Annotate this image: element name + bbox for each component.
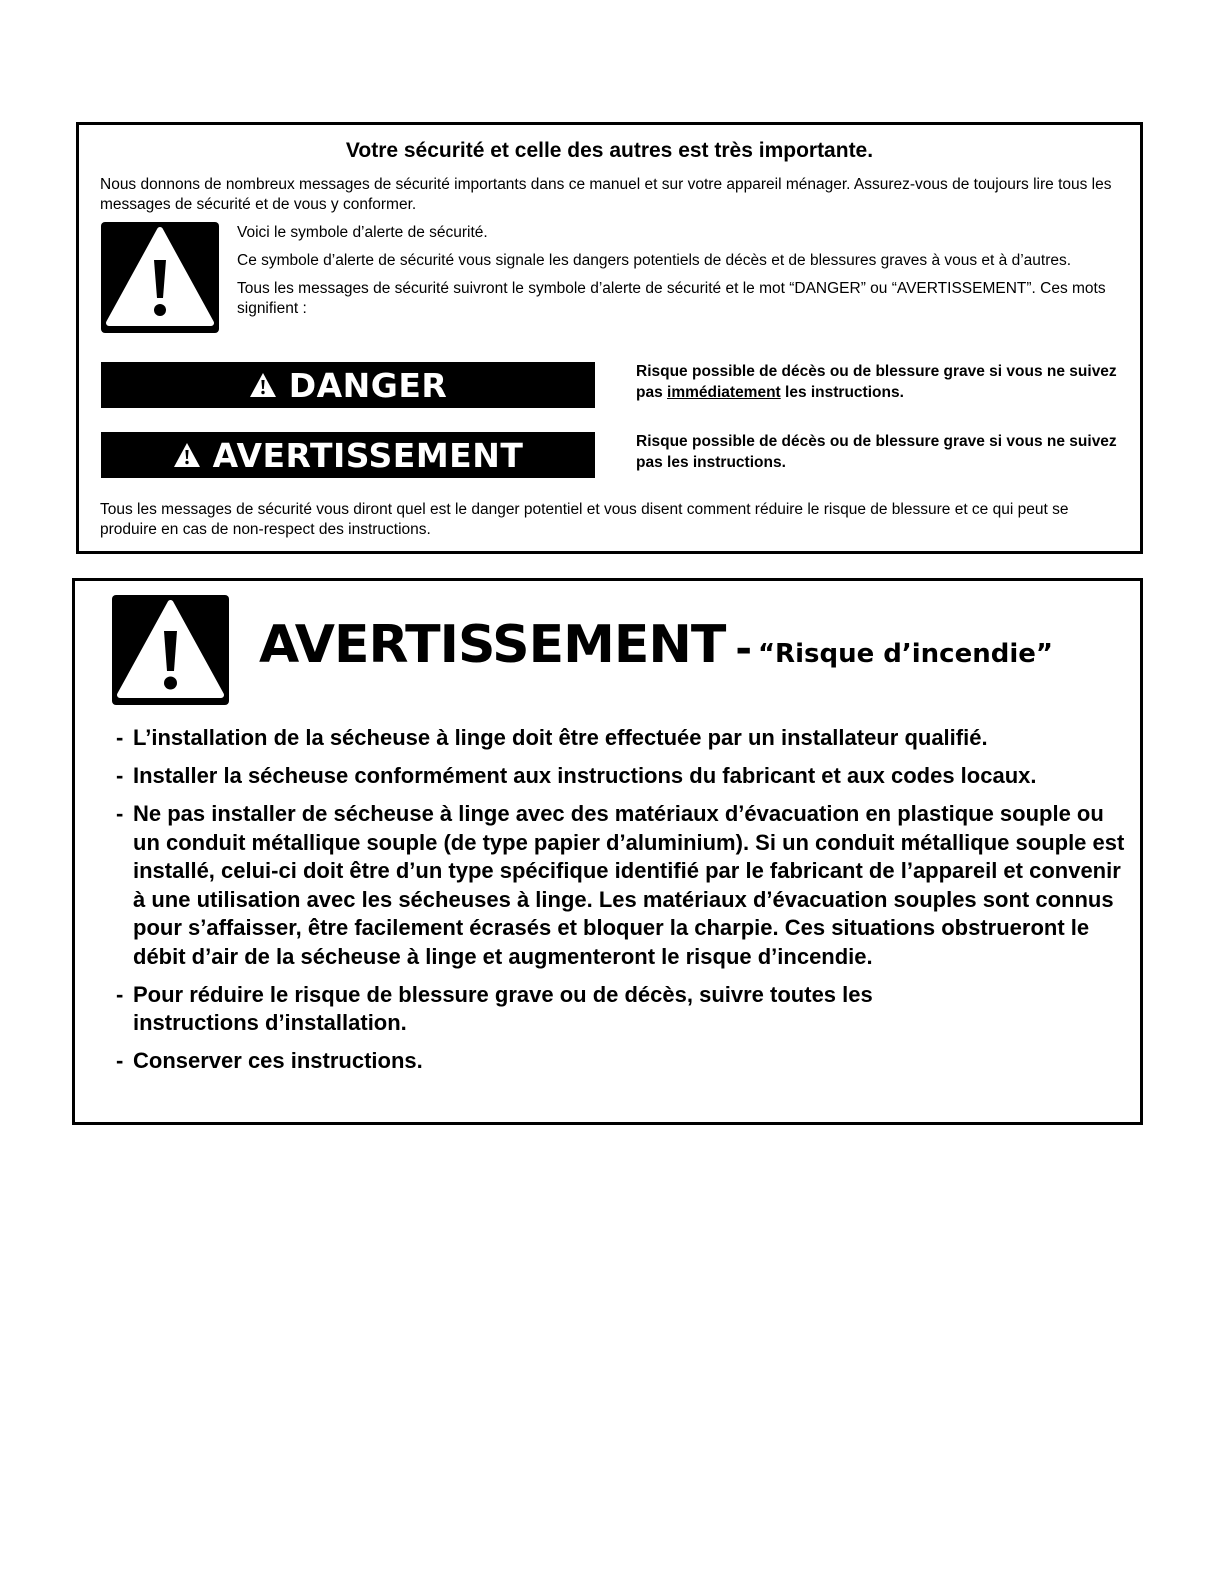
symbol-explanation <box>237 223 1117 327</box>
symbol-line-3: Tous les messages de sécurité suivront le symbole d’alerte de sécurité et le mot “DANGER” ou “AVERTISSEMENT”. Ces mots signifient : <box>237 280 1106 317</box>
danger-label: DANGER <box>288 365 448 405</box>
danger-signal-bar <box>101 362 595 408</box>
warning-label: AVERTISSEMENT <box>212 435 524 475</box>
warning-triangle-icon <box>249 372 277 398</box>
safety-title: Votre sécurité et celle des autres est très importante. <box>345 139 874 162</box>
danger-emphasis: immédiatement <box>667 384 781 401</box>
danger-definition: Risque possible de décès ou de blessure grave si vous ne suivez pas immédiatement les instructions. <box>636 363 1117 401</box>
warning-signal-bar <box>101 432 595 478</box>
warning-triangle-icon <box>101 222 219 333</box>
symbol-line-2: Ce symbole d’alerte de sécurité vous signale les dangers potentiels de décès et de blessures graves à vous et à d’autres. <box>237 252 1072 269</box>
list-item: - Pour réduire le risque de blessure grave ou de décès, suivre toutes les instructions d’installation. <box>116 981 873 1035</box>
list-item: - Conserver ces instructions. <box>116 1048 423 1073</box>
safety-intro: Nous donnons de nombreux messages de sécurité importants dans ce manuel et sur votre appareil ménager. Assurez-vous de toujours lire tous les messages de sécurité et de vous y conformer. <box>100 176 1112 213</box>
fire-warning-box <box>72 578 1143 1125</box>
heading-separator: - <box>735 626 752 672</box>
warning-triangle-icon <box>173 442 201 468</box>
list-item: - L’installation de la sécheuse à linge doit être effectuée par un installateur qualifié. <box>116 725 988 750</box>
warning-signal-word: AVERTISSEMENT <box>259 615 726 675</box>
warning-triangle-icon <box>112 595 229 705</box>
warning-heading <box>259 615 1053 675</box>
warning-definition: Risque possible de décès ou de blessure grave si vous ne suivez pas les instructions. <box>636 433 1117 471</box>
symbol-line-1: Voici le symbole d’alerte de sécurité. <box>237 224 488 241</box>
safety-footer: Tous les messages de sécurité vous diront quel est le danger potentiel et vous disent comment réduire le risque de blessure et ce qui peut se produire en cas de non-respect des instructions. <box>100 501 1069 538</box>
list-item: - Ne pas installer de sécheuse à linge avec des matériaux d’évacuation en plastique souple ou un conduit métallique souple (de type papier d’aluminium). Si un conduit métallique souple est installé, celui-ci doit être d’un type spécifique identifié par le fabricant de l’appareil et convenir à une utilisation avec les sécheuses à linge. Les matériaux d’évacuation souples sont connus pour s’affaisser, être facilement écrasés et bloquer la charpie. Ces situations obstrueront le débit d’air de la sécheuse à linge et augmenteront le risque d’incendie. <box>116 801 1125 969</box>
hazard-type: “Risque d’incendie” <box>757 639 1053 669</box>
safety-info-box <box>76 122 1143 554</box>
list-item: - Installer la sécheuse conformément aux instructions du fabricant et aux codes locaux. <box>116 763 1037 788</box>
warning-instructions-list <box>116 724 1126 1085</box>
